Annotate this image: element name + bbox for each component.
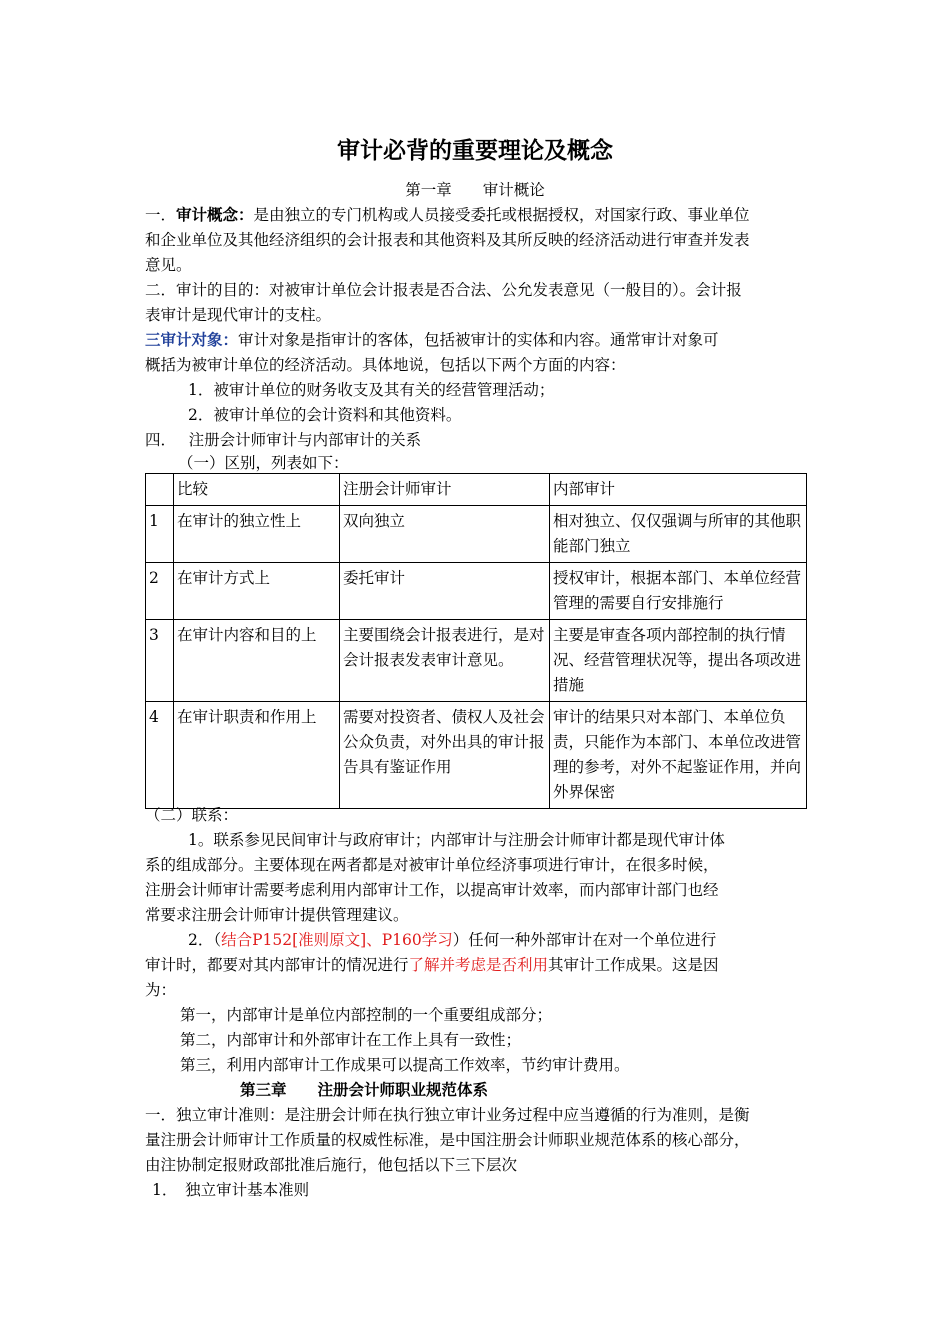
table-cell: 在审计方式上 <box>174 563 340 620</box>
s3-item-1: 1．被审计单位的财务收支及其有关的经营管理活动； <box>188 381 555 399</box>
table-cell: 2 <box>146 563 174 620</box>
table-header-cell: 注册会计师审计 <box>340 474 550 506</box>
table-cell: 双向独立 <box>340 506 550 563</box>
c3-s1-line-2: 量注册会计师审计工作质量的权威性标准，是中国注册会计师职业规范体系的核心部分， <box>145 1131 750 1149</box>
reason-1: 第一，内部审计是单位内部控制的一个重要组成部分； <box>180 1006 553 1024</box>
chapter-3-heading: 第三章 注册会计师职业规范体系 <box>240 1080 489 1099</box>
s4-p2-text: 审计时，都要对其内部审计的情况进行 <box>145 956 409 974</box>
s3-line-2: 概括为被审计单位的经济活动。具体地说，包括以下两个方面的内容： <box>145 356 626 374</box>
reason-3: 第三，利用内部审计工作成果可以提高工作效率，节约审计费用。 <box>180 1056 630 1074</box>
c3-s1-line-1: 一．独立审计准则：是注册会计师在执行独立审计业务过程中应当遵循的行为准则，是衡 <box>145 1106 750 1124</box>
s4-p2-line-2 <box>145 953 815 977</box>
s4-p2-prefix: 2．（ <box>188 931 222 949</box>
table-cell: 审计的结果只对本部门、本单位负责，只能作为本部门、本单位改进管理的参考，对外不起鉴证作用，并向外界保密 <box>550 702 807 809</box>
table-header-cell <box>146 474 174 506</box>
table-row <box>146 563 807 620</box>
table-header-row <box>146 474 807 506</box>
table-row <box>146 620 807 702</box>
table-cell: 在审计职责和作用上 <box>174 702 340 809</box>
comparison-table <box>145 473 807 809</box>
s1-term: 审计概念： <box>176 205 254 224</box>
s4-p1-line-4: 常要求注册会计师审计提供管理建议。 <box>145 906 409 924</box>
table-cell: 3 <box>146 620 174 702</box>
s4-p2-line-3: 为： <box>145 981 177 999</box>
table-cell: 主要是审查各项内部控制的执行情况、经营管理状况等，提出各项改进措施 <box>550 620 807 702</box>
table-row <box>146 702 807 809</box>
s3-line-1 <box>145 328 815 352</box>
s4-p1-line-1: 1。联系参见民间审计与政府审计；内部审计与注册会计师审计都是现代审计体 <box>188 831 725 849</box>
s1-text-1: 是由独立的专门机构或人员接受委托或根据授权，对国家行政、事业单位 <box>253 206 750 224</box>
s3-item-2: 2．被审计单位的会计资料和其他资料。 <box>188 406 462 424</box>
table-cell: 1 <box>146 506 174 563</box>
table-cell: 在审计的独立性上 <box>174 506 340 563</box>
c3-s1-line-3: 由注协制定报财政部批准后施行，他包括以下三下层次 <box>145 1156 518 1174</box>
table-cell: 授权审计，根据本部门、本单位经营管理的需要自行安排施行 <box>550 563 807 620</box>
s4-p2-text: ）任何一种外部审计在对一个单位进行 <box>452 931 717 949</box>
s4-heading: 四． 注册会计师审计与内部审计的关系 <box>145 431 422 449</box>
s4-p2-highlight: 了解并考虑是否利用 <box>408 956 549 974</box>
s1-num: 一． <box>145 206 177 224</box>
s4-p1-line-2: 系的组成部分。主要体现在两者都是对被审计单位经济事项进行审计，在很多时候， <box>145 856 719 874</box>
chapter-1-heading: 第一章 审计概论 <box>405 181 545 199</box>
reason-2: 第二，内部审计和外部审计在工作上具有一致性； <box>180 1031 522 1049</box>
page-title: 审计必背的重要理论及概念 <box>337 138 613 164</box>
table-cell: 主要围绕会计报表进行，是对会计报表发表审计意见。 <box>340 620 550 702</box>
s3-text-1: 审计对象是指审计的客体，包括被审计的实体和内容。通常审计对象可 <box>238 331 719 349</box>
s4-p2-text: 其审计工作成果。这是因 <box>548 956 719 974</box>
s4-p1-line-3: 注册会计师审计需要考虑利用内部审计工作，以提高审计效率，而内部审计部门也经 <box>145 881 719 899</box>
s1-line-1 <box>145 203 815 227</box>
s2-line-1: 二．审计的目的：对被审计单位会计报表是否合法、公允发表意见（一般目的）。会计报 <box>145 281 742 299</box>
table-cell: 相对独立、仅仅强调与所审的其他职能部门独立 <box>550 506 807 563</box>
table-cell: 在审计内容和目的上 <box>174 620 340 702</box>
table-cell: 4 <box>146 702 174 809</box>
table-header-cell: 比较 <box>174 474 340 506</box>
s4-p2-reference: 结合P152[准则原文]、P160学习 <box>221 931 453 949</box>
s3-term: 三审计对象： <box>145 330 239 349</box>
table-cell: 委托审计 <box>340 563 550 620</box>
c3-s1-item-1: 1． 独立审计基本准则 <box>152 1181 310 1199</box>
s2-line-2: 表审计是现代审计的支柱。 <box>145 306 332 324</box>
s4-p2-line-1 <box>188 928 858 952</box>
s1-line-2: 和企业单位及其他经济组织的会计报表和其他资料及其所反映的经济活动进行审查并发表 <box>145 231 750 249</box>
s4-sub2: （二）联系： <box>145 806 239 824</box>
table-row <box>146 506 807 563</box>
s4-sub1: （一）区别，列表如下： <box>178 454 349 472</box>
s1-line-3: 意见。 <box>145 256 192 274</box>
table-cell: 需要对投资者、债权人及社会公众负责，对外出具的审计报告具有鉴证作用 <box>340 702 550 809</box>
table-header-cell: 内部审计 <box>550 474 807 506</box>
